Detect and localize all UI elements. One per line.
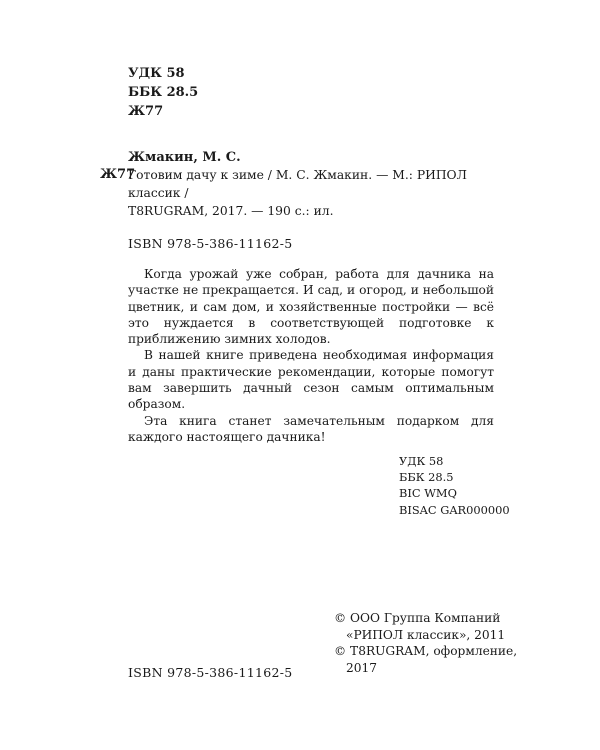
record-author: Жмакин, М. С.: [128, 150, 241, 165]
copyright-line-4: 2017: [346, 660, 378, 675]
udk-code: УДК 58: [128, 66, 185, 81]
isbn-record: ISBN 978-5-386-11162-5: [128, 236, 293, 251]
biblio-line-1: Готовим дачу к зиме / М. С. Жмакин. — М.: РИПОЛ классик /: [128, 168, 467, 200]
copyright-block: [334, 610, 517, 676]
bibliographic-description: [128, 166, 498, 220]
bic-code: BIC WMQ: [399, 486, 457, 501]
record-author-mark: Ж77: [100, 167, 136, 182]
annotation-paragraph-3: Эта книга станет замечательным подарком для каждого настоящего дачника!: [128, 413, 494, 444]
bisac-code: BISAC GAR000000: [399, 502, 510, 517]
copyright-line-1: © ООО Группа Компаний: [334, 611, 501, 625]
annotation: [128, 266, 494, 445]
isbn-footer: ISBN 978-5-386-11162-5: [128, 665, 293, 680]
annotation-paragraph-1: Когда урожай уже собран, работа для дачника на участке не прекращается. И сад, и огород, и небольшой цветник, и сам дом, и хозяйственные постройки — всё это нуждается в соответствующей подготовке к приближению зимних холодов.: [128, 267, 494, 347]
biblio-line-2: T8RUGRAM, 2017. — 190 с.: ил.: [128, 204, 334, 218]
bbk-code-2: ББК 28.5: [399, 470, 454, 485]
copyright-line-2: «РИПОЛ классик», 2011: [346, 627, 506, 642]
bbk-code: ББК 28.5: [128, 85, 199, 100]
author-mark-code: Ж77: [128, 104, 164, 119]
udk-code-2: УДК 58: [399, 454, 444, 468]
annotation-paragraph-2: В нашей книге приведена необходимая информация и даны практические рекомендации, которые помогут вам завершить дачный сезон самым оптимальным образом.: [128, 348, 494, 412]
classification-block: [128, 64, 198, 121]
classification-codes: [399, 453, 510, 518]
copyright-line-3: © T8RUGRAM, оформление,: [334, 644, 518, 659]
